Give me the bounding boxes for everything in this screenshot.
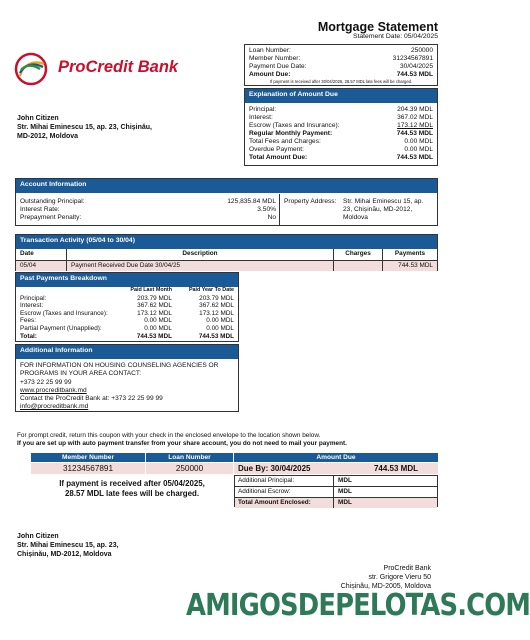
col-date: Date [16,249,67,260]
past-payments-table [16,287,238,340]
additional-principal-field[interactable]: MDL [338,477,352,484]
explanation-row: Total Fees and Charges: 0.00 MDL [249,138,433,145]
loan-row: Amount Due: 744.53 MDL [249,71,433,78]
bank-name-logo: ProCredit Bank [58,58,179,76]
col-charges: Charges [334,249,383,260]
counseling-line-2: PROGRAMS IN YOUR AREA CONTACT: [20,370,142,378]
statement-title: Mortgage Statement [317,20,438,34]
coupon-instruction-1: For prompt credit, return this coupon with your check in the enclosed envelope to the location shown below. [17,432,321,439]
transaction-section [15,234,438,271]
table-row: Partial Payment (Unapplied): 0.00 MDL 0.00 MDL [20,324,234,332]
coupon-header-member: Member Number [31,453,145,462]
coupon-amount-due: 744.53 MDL [373,464,418,473]
explanation-row: Total Amount Due: 744.53 MDL [249,154,433,161]
remit-address: ProCredit Bank str. Grigore Vieru 50 Chișinău, MD-2005, Moldova [340,565,431,590]
bank-logo [14,52,184,86]
phone-number: +373 22 25 99 99 [20,378,72,386]
table-row: Fees: 0.00 MDL 0.00 MDL [20,317,234,325]
account-row: Prepayment Penalty: No [20,214,276,221]
coupon-loan-number: 250000 [146,463,233,474]
property-address-label: Property Address: [284,198,337,205]
transaction-table [16,249,437,271]
coupon-late-notice: If payment is received after 05/04/2025, 28.57 MDL late fees will be charged. [59,479,205,498]
email-link[interactable]: info@procreditbank.md [20,403,89,411]
coupon-instructions [17,432,347,448]
col-paid-ytd: Paid Year To Date [188,287,234,293]
explanation-row: Escrow (Taxes and Insurance): 173.12 MDL [249,122,433,129]
total-enclosed-field[interactable]: MDL [338,499,352,506]
past-payments-header: Past Payments Breakdown [16,273,238,287]
logo-icon [14,52,48,86]
customer-city: MD-2012, Moldova [17,133,79,140]
payment-coupon [15,453,438,507]
additional-info-section [15,344,239,412]
explanation-row: Principal: 204.39 MDL [249,106,433,113]
explanation-header: Explanation of Amount Due [245,89,437,103]
statement-date: Statement Date: 05/04/2025 [352,33,438,40]
customer-street: Str. Mihai Eminescu 15, ap. 23, Chișinău, [17,124,152,131]
coupon-member-number: 31234567891 [31,463,145,474]
explanation-row: Regular Monthly Payment: 744.53 MDL [249,130,433,137]
property-address: Str. Mihai Eminescu 15, ap. 23, Chișinău, MD-2012, Moldova [343,198,424,221]
website-link[interactable]: www.procreditbank.md [20,386,87,394]
explanation-row: Interest: 367.02 MDL [249,114,433,121]
table-row: Total: 744.53 MDL 744.53 MDL [20,332,234,340]
loan-row: Member Number: 31234567891 [249,55,433,62]
col-paid-last-month: Paid Last Month [130,287,172,293]
table-row: Interest: 367.62 MDL 367.62 MDL [20,302,234,310]
col-description: Description [67,249,334,260]
table-row: Escrow (Taxes and Insurance): 173.12 MDL 173.12 MDL [20,309,234,317]
coupon-header-loan: Loan Number [146,453,233,462]
table-row: Principal: 203.79 MDL 203.79 MDL [20,294,234,302]
loan-summary-box [244,44,438,86]
account-row: Interest Rate: 3.50% [20,206,276,213]
additional-escrow-field[interactable]: MDL [338,488,352,495]
past-payments-section [15,272,239,342]
transaction-header: Transaction Activity (05/04 to 30/04) [16,235,437,249]
coupon-header-amount: Amount Due [234,453,438,462]
customer-name: John Citizen [17,115,59,122]
contact-line: Contact the ProCredit Bank at: +373 22 25 99 99 [20,395,163,403]
loan-row: Payment Due Date: 30/04/2025 [249,63,433,70]
customer-address [17,114,152,141]
table-row: 05/04 Payment Received Due Date 30/04/25 744.53 MDL [16,260,437,271]
late-fee-note: If payment is received after 30/04/2025, 28.57 MDL late fees will be charged. [269,79,413,84]
coupon-instruction-2: If you are set up with auto payment transfer from your share account, you do not need to mail your payment. [17,440,347,447]
loan-row: Loan Number: 250000 [249,47,433,54]
explanation-box [244,88,438,166]
return-address: John Citizen Str. Mihai Eminescu 15, ap. 23, Chișinău, MD-2012, Moldova [17,533,119,558]
coupon-entry-box: Additional Principal: MDL Additional Escrow: MDL Total Amount Enclosed: MDL [234,475,438,507]
counseling-line-1: FOR INFORMATION ON HOUSING COUNSELING AGENCIES OR [20,362,219,369]
account-info-section [15,178,438,226]
additional-info-header: Additional Information [16,345,238,359]
account-row: Outstanding Principal: 125,835.84 MDL [20,198,276,205]
account-info-header: Account Information [16,179,437,193]
watermark: AMIGOSDEPELOTAS.COM [186,588,530,623]
explanation-row: Overdue Payment: 0.00 MDL [249,146,433,153]
coupon-due-by: Due By: 30/04/2025 [238,464,311,473]
col-payments: Payments [383,249,438,260]
coupon-amount-due-row [234,463,438,474]
